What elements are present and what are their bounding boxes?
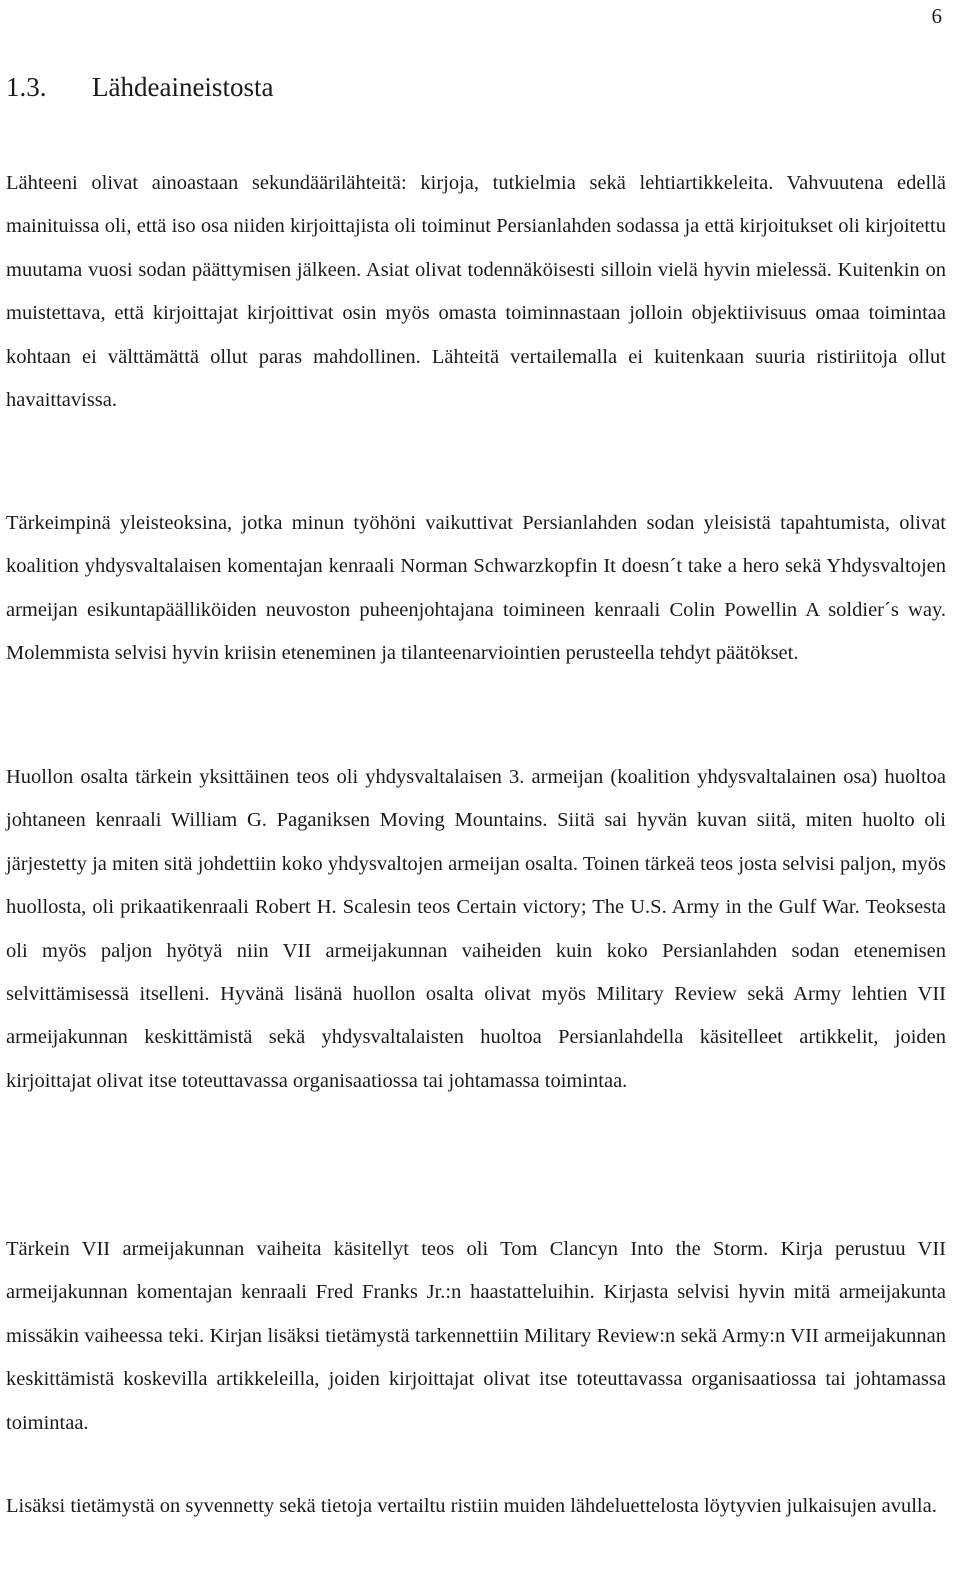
section-heading	[6, 72, 273, 103]
paragraph-logistics-sources: Huollon osalta tärkein yksittäinen teos oli yhdysvaltalaisen 3. armeijan (koalition yhdysvaltalainen osa) huoltoa johtaneen kenraali William G. Paganiksen Moving Mountains. Siitä sai hyvän kuvan siitä, miten huolto oli järjestetty ja miten sitä johdettiin koko yhdysvaltojen armeijan osalta. Toinen tärkeä teos josta selvisi paljon, myös huollosta, oli prikaatikenraali Robert H. Scalesin teos Certain victory; The U.S. Army in the Gulf War. Teoksesta oli myös paljon hyötyä niin VII armeijakunnan vaiheiden kuin koko Persianlahden sodan etenemisen selvittämisessä itselleni. Hyvänä lisänä huollon osalta olivat myös Military Review sekä Army lehtien VII armeijakunnan keskittämistä sekä yhdysvaltalaisten huoltoa Persianlahdella käsitelleet artikkelit, joiden kirjoittajat olivat itse toteuttavassa organisaatiossa tai johtamassa toimintaa.	[6, 766, 946, 1092]
paragraph-general-works: Tärkeimpinä yleisteoksina, jotka minun työhöni vaikuttivat Persianlahden sodan yleisistä tapahtumista, olivat koalition yhdysvaltalaisen komentajan kenraali Norman Schwarzkopfin It doesn´t take a hero sekä Yhdysvaltojen armeijan esikuntapäälliköiden neuvoston puheenjohtajana toimineen kenraali Colin Powellin A soldier´s way. Molemmista selvisi hyvin kriisin eteneminen ja tilanteenarviointien perusteella tehdyt päätökset.	[6, 512, 946, 665]
page-number: 6	[931, 4, 942, 28]
paragraph-additional-sources: Lisäksi tietämystä on syvennetty sekä tietoja vertailtu ristiin muiden lähdeluettelosta löytyvien julkaisujen avulla.	[6, 1495, 937, 1517]
section-title: Lähdeaineistosta	[92, 72, 274, 102]
paragraph-sources-overview: Lähteeni olivat ainoastaan sekundäärilähteitä: kirjoja, tutkielmia sekä lehtiartikkeleita. Vahvuutena edellä mainituissa oli, että iso osa niiden kirjoittajista oli toiminut Persianlahden sodassa ja että kirjoitukset oli kirjoitettu muutama vuosi sodan päättymisen jälkeen. Asiat olivat todennäköisesti silloin vielä hyvin mielessä. Kuitenkin on muistettava, että kirjoittajat kirjoittivat osin myös omasta toiminnastaan jolloin objektiivisuus omaa toimintaa kohtaan ei välttämättä ollut paras mahdollinen. Lähteitä vertailemalla ei kuitenkaan suuria ristiriitoja ollut havaittavissa.	[6, 172, 946, 412]
paragraph-corps-sources: Tärkein VII armeijakunnan vaiheita käsitellyt teos oli Tom Clancyn Into the Storm. Kirja perustuu VII armeijakunnan komentajan kenraali Fred Franks Jr.:n haastatteluihin. Kirjasta selvisi hyvin mitä armeijakunta missäkin vaiheessa teki. Kirjan lisäksi tietämystä tarkennettiin Military Review:n sekä Army:n VII armeijakunnan keskittämistä koskevilla artikkeleilla, joiden kirjoittajat olivat itse toteuttavassa organisaatiossa tai johtamassa toimintaa.	[6, 1238, 946, 1434]
section-number: 1.3.	[6, 72, 47, 102]
